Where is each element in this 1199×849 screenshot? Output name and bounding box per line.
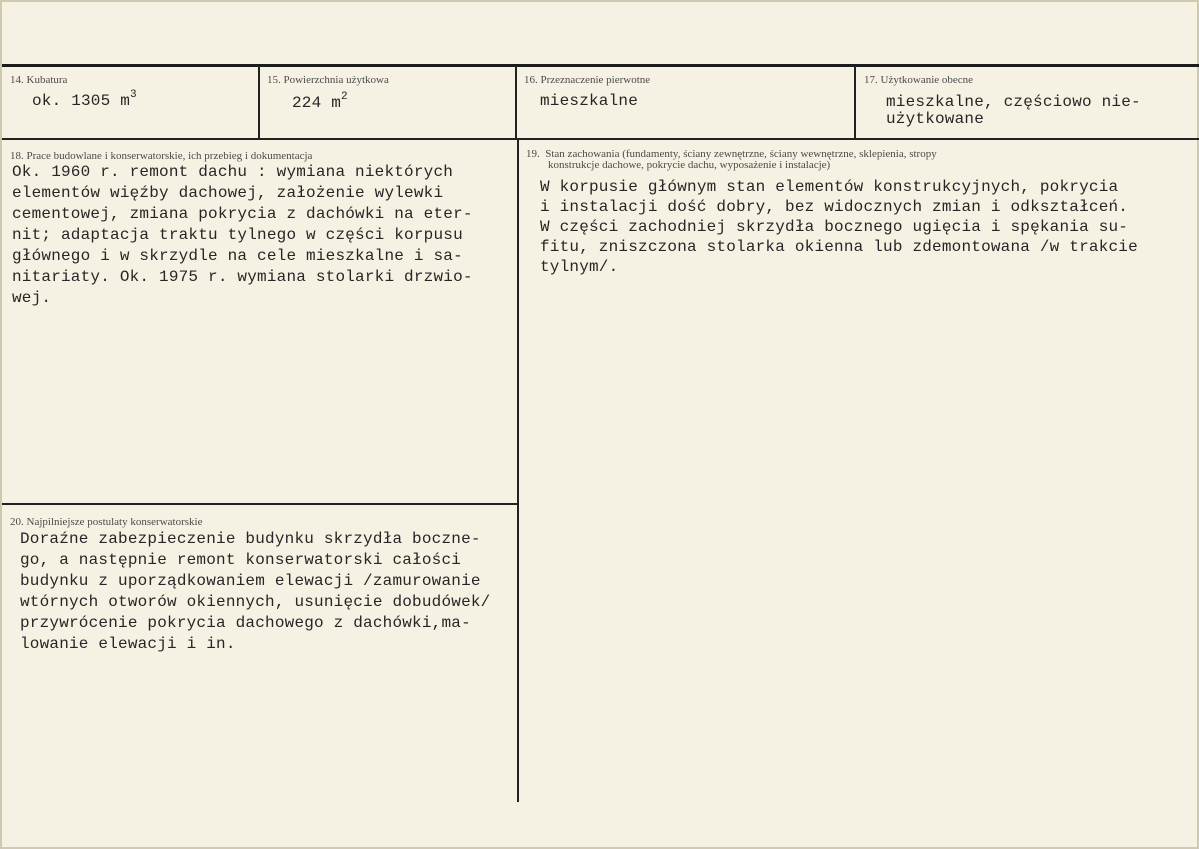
divider-16-17 bbox=[854, 66, 856, 139]
prace-line-5: głównego i w skrzydle na cele mieszkalne i sa- bbox=[12, 247, 463, 265]
przeznaczenie-value: mieszkalne bbox=[540, 92, 639, 110]
powierzchnia-value bbox=[292, 93, 348, 117]
uzytkowanie-line-1: mieszkalne, częściowo nie- bbox=[886, 93, 1141, 111]
prace-line-2: elementów więźby dachowej, założenie wylewki bbox=[12, 184, 444, 202]
divider-14-15 bbox=[258, 66, 260, 139]
stan-line-1: W korpusie głównym stan elementów konstrukcyjnych, pokrycia bbox=[540, 178, 1119, 196]
postulaty-line-4: wtórnych otworów okiennych, usunięcie dobudówek/ bbox=[20, 593, 491, 611]
kubatura-unit-exponent: 3 bbox=[130, 89, 137, 101]
powierzchnia-number: 224 m bbox=[292, 94, 342, 112]
divider-18-20 bbox=[2, 503, 518, 505]
prace-line-7: wej. bbox=[12, 289, 52, 307]
postulaty-line-3: budynku z uporządkowaniem elewacji /zamurowanie bbox=[20, 572, 481, 590]
top-border-line bbox=[2, 64, 1199, 67]
prace-line-4: nit; adaptacja traktu tylnego w części korpusu bbox=[12, 226, 463, 244]
prace-label: 18. Prace budowlane i konserwatorskie, ich przebieg i dokumentacja bbox=[10, 150, 313, 162]
powierzchnia-unit-exponent: 2 bbox=[341, 91, 348, 103]
kubatura-label: 14. Kubatura bbox=[10, 74, 68, 86]
przeznaczenie-label: 16. Przeznaczenie pierwotne bbox=[524, 74, 651, 86]
prace-line-6: nitariaty. Ok. 1975 r. wymiana stolarki drzwio- bbox=[12, 268, 473, 286]
postulaty-line-6: lowanie elewacji i in. bbox=[20, 635, 236, 653]
postulaty-label: 20. Najpilniejsze postulaty konserwatorskie bbox=[10, 516, 203, 528]
stan-line-3: W części zachodniej skrzydła bocznego ugięcia i spękania su- bbox=[540, 218, 1129, 236]
divider-15-16 bbox=[515, 66, 517, 139]
kubatura-number: ok. 1305 m bbox=[32, 92, 131, 110]
prace-line-1: Ok. 1960 r. remont dachu : wymiana niektórych bbox=[12, 163, 454, 181]
postulaty-line-5: przywrócenie pokrycia dachowego z dachówki,ma- bbox=[20, 614, 471, 632]
stan-label-line-1: 19. Stan zachowania (fundamenty, ściany zewnętrzne, ściany wewnętrzne, sklepienia, stropy bbox=[526, 148, 937, 160]
prace-line-3: cementowej, zmiana pokrycia z dachówki na eter- bbox=[12, 205, 473, 223]
stan-line-2: i instalacji dość dobry, bez widocznych zmian i odkształceń. bbox=[540, 198, 1129, 216]
uzytkowanie-label: 17. Użytkowanie obecne bbox=[864, 74, 974, 86]
postulaty-line-1: Doraźne zabezpieczenie budynku skrzydła boczne- bbox=[20, 530, 481, 548]
stan-line-4: fitu, zniszczona stolarka okienna lub zdemontowana /w trakcie bbox=[540, 238, 1138, 256]
stan-label-line-2: konstrukcje dachowe, pokrycie dachu, wyposażenie i instalacje) bbox=[548, 159, 831, 171]
divider-18-19 bbox=[517, 139, 519, 802]
powierzchnia-label: 15. Powierzchnia użytkowa bbox=[267, 74, 389, 86]
stan-line-5: tylnym/. bbox=[540, 258, 619, 276]
uzytkowanie-line-2: użytkowane bbox=[886, 110, 985, 128]
kubatura-value bbox=[32, 91, 137, 115]
row1-bottom-line bbox=[2, 138, 1199, 140]
postulaty-line-2: go, a następnie remont konserwatorski całości bbox=[20, 551, 462, 569]
